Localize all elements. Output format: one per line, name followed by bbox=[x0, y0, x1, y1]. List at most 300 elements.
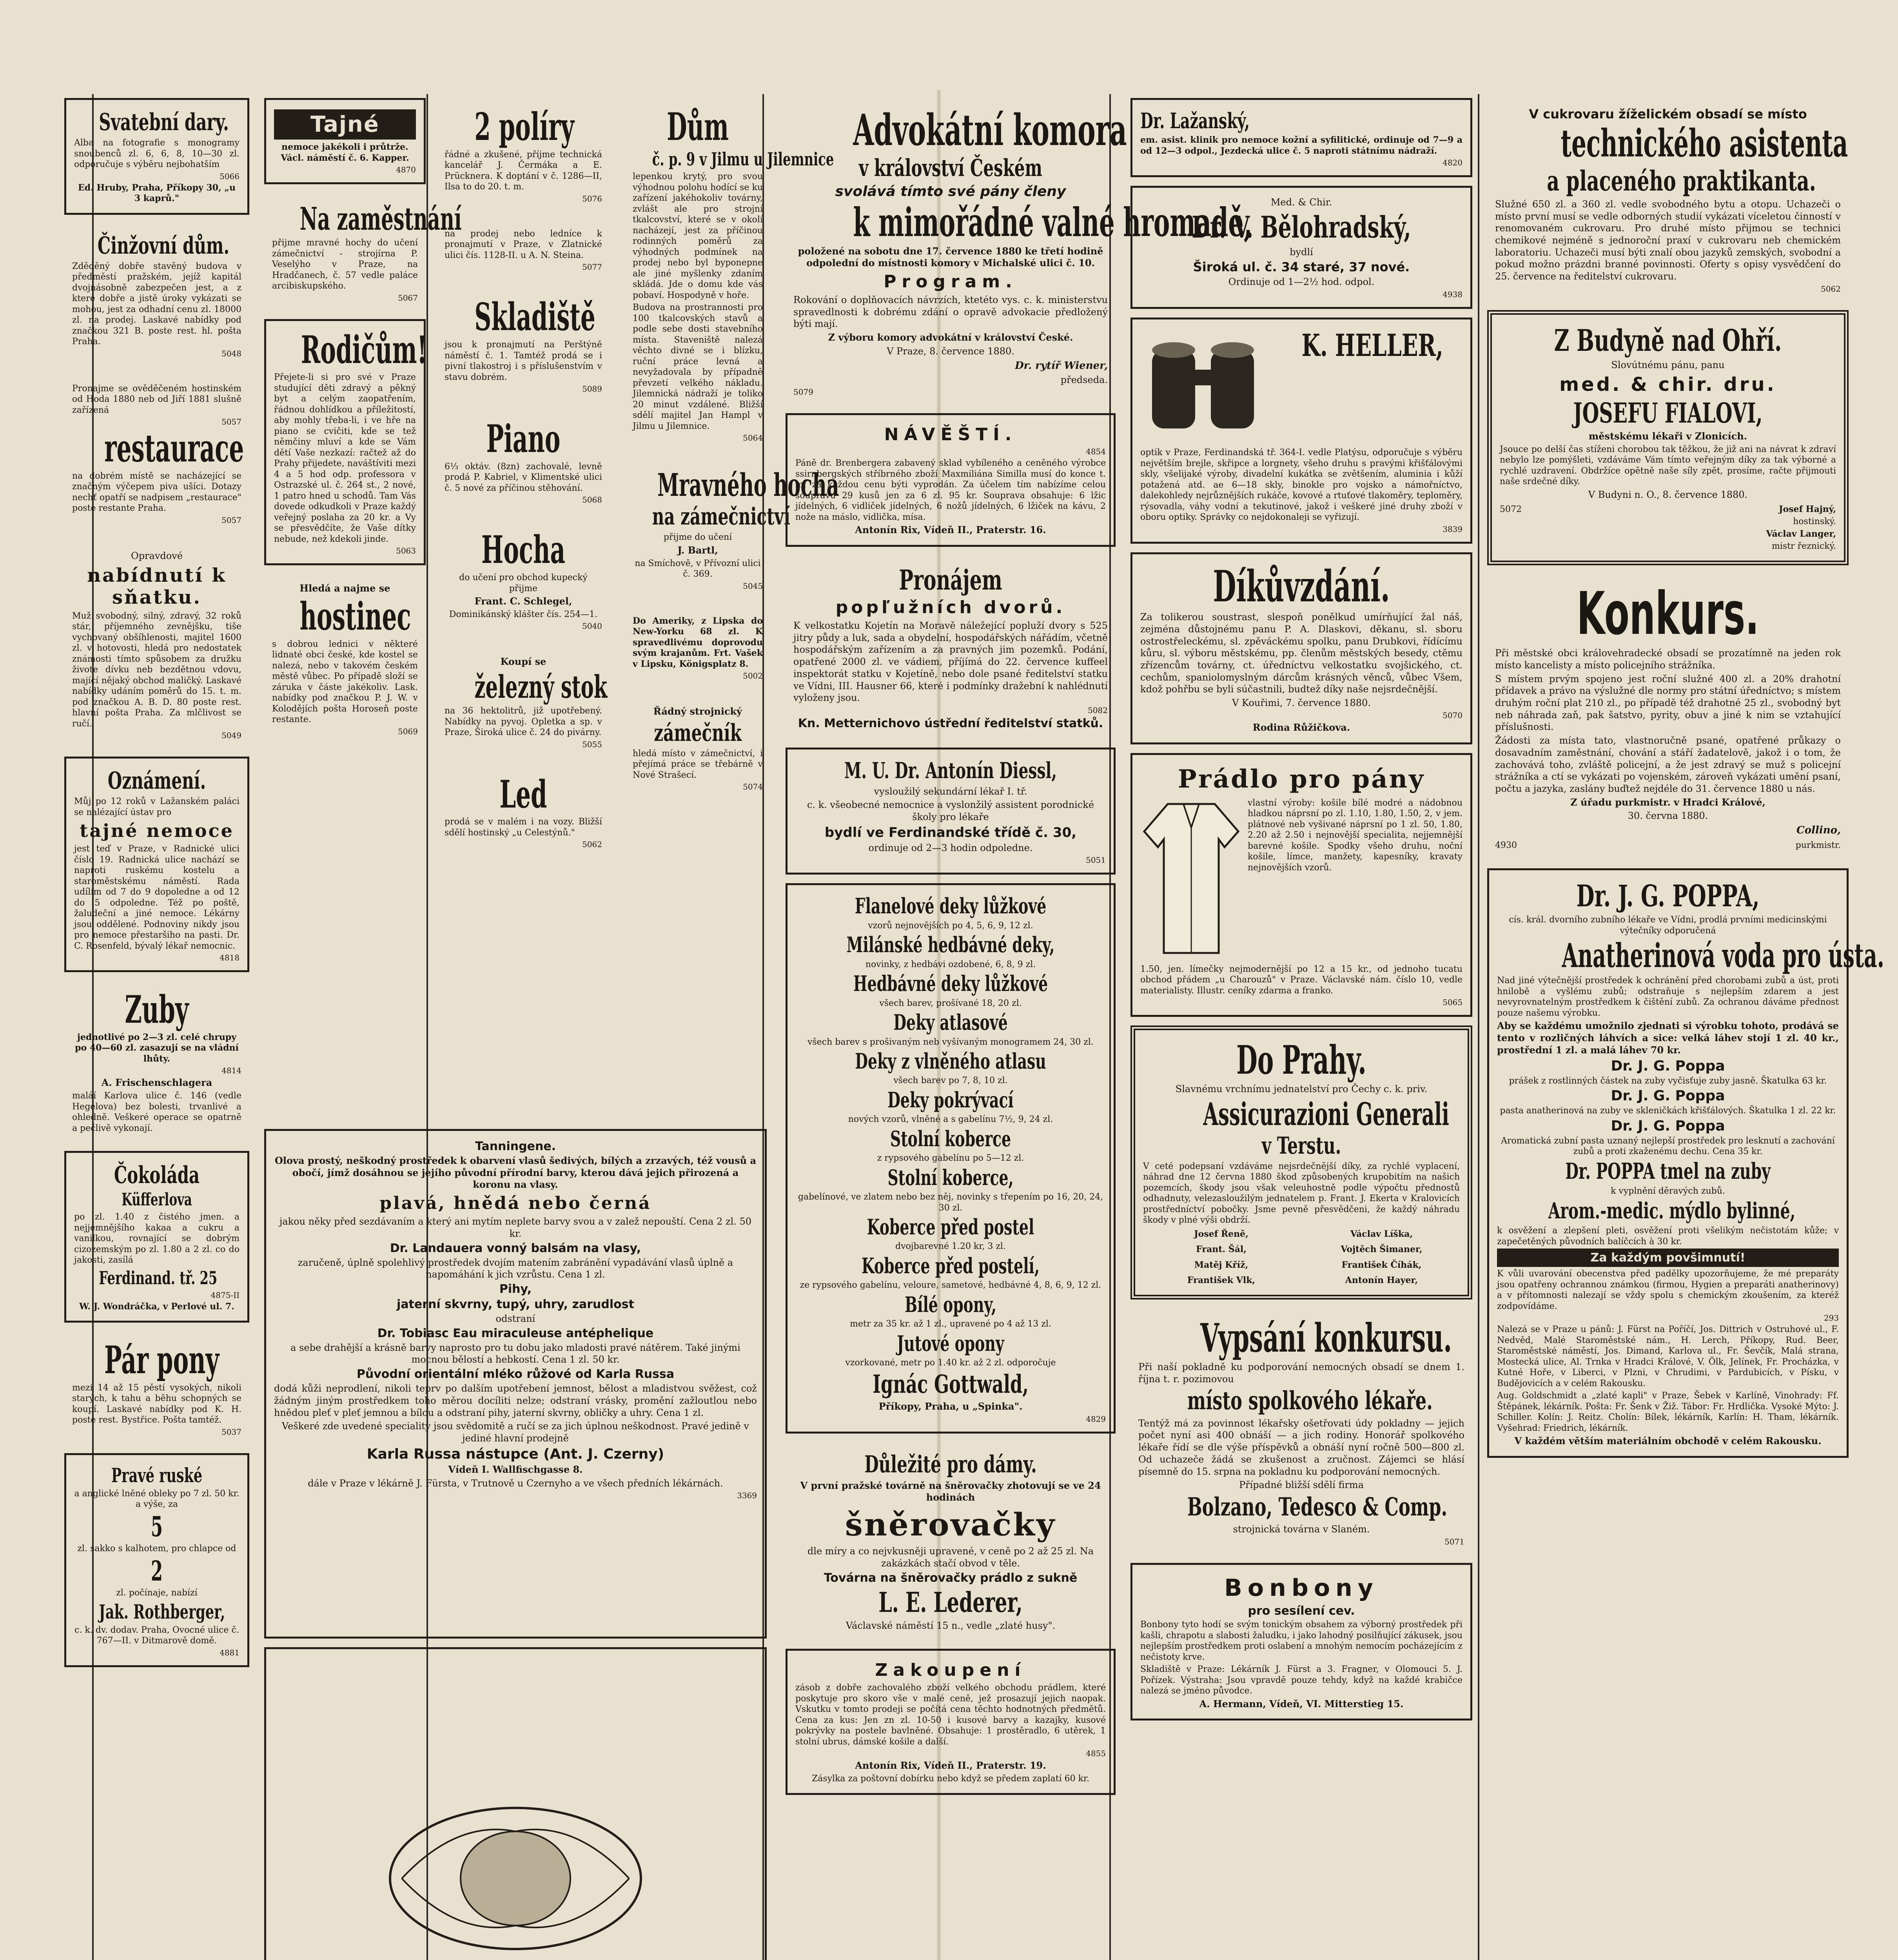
ad-price: 5 bbox=[151, 1510, 163, 1543]
ad-svatebni-dary bbox=[64, 98, 249, 215]
column-7 bbox=[1482, 98, 1884, 1960]
column-rule bbox=[1478, 94, 1479, 1960]
ad-address: bydlí ve Ferdinandské třídě č. 30, bbox=[824, 824, 1077, 840]
ad-title: Program. bbox=[884, 271, 1018, 292]
ad-text: s dobrou lednici v některé lidnaté obci české, kde kostel se nalezá, nebo v takovém českém městě vůbec. Po případě složí se záruka v částe jakékoliv. Lask. nabídky pod značkou P. J. W. v Kolodějích pošta Horoseň poste restante. bbox=[272, 639, 418, 725]
ad-konkurs bbox=[1487, 574, 1849, 860]
ad-number: 5055 bbox=[582, 739, 602, 749]
ad-number: 5045 bbox=[743, 581, 763, 591]
ad-text: S místem prvým spojeno jest roční služné 400 zl. a 20% drahotní přídavek a právo na výslužné dle normy pro státní úředníctvo; s místem druhým roční plat 210 zl., po případě též drahotné 25 zl., svobodný byt neb náhrada zaň, pak šatstvo, pyrity, obuv a jiné k nim se vztahující příslušnosti. bbox=[1495, 673, 1841, 733]
ad-signature: A. Frischenschlagera bbox=[101, 1077, 212, 1089]
ad-text: V první pražské továrně na šněrovačky zhotovují se ve 24 hodinách bbox=[800, 1479, 1101, 1503]
ad-title: Dr. Lažanský, bbox=[1140, 108, 1250, 133]
ad-text: Můj po 12 roků v Lažanském paláci se nalézající ústav pro bbox=[74, 797, 240, 817]
ad-gottwald-deky bbox=[786, 883, 1116, 1433]
ad-number: 4829 bbox=[1086, 1414, 1106, 1424]
ad-title: Led bbox=[499, 772, 547, 817]
ad-text: dodá kůži neprodlení, nikoli teprv po dalším upotřebení jemnost, bělost a mladistvou svěžest, což žádným jiným prostředkem toho měrou docíliti nelze; odstraní vrásky, promění zažloutlou nebo hnědou pleť v pleť jemnou a bílou a odstraní pihy, jaterní skvrny, obličky a uhry. Cena 1 zl. bbox=[274, 1383, 757, 1418]
ad-pre: Řádný strojnický bbox=[653, 706, 742, 717]
ad-pradlo bbox=[1130, 753, 1472, 1017]
ad-text: Tentýž má za povinnost lékařsky ošetřovati údy pokladny — jejich počet nyní asi 400 obnáší — a jich rodiny. Honorář spolkového lékaře řídí se dle výše příspěvků a obnáší nyní ročně 500—800 zl. Od uchazeče žádá se zkušenost a zručnost. Zájemci se hlásí písemně do 15. srpna na pokladnu ku podporování nemocných. bbox=[1138, 1417, 1464, 1477]
deky-item-text: ze rypsového gabelínu, veloure, sametové, hedbávné 4, 8, 6, 9, 12 zl. bbox=[800, 1280, 1101, 1290]
ad-text: hledá místo v zámečnictví, i přejímá práce se třebárně v Nové Strašecí. bbox=[633, 748, 763, 780]
ad-text: zl. počínaje, nabízí bbox=[116, 1588, 198, 1598]
deky-item-text: vzorů nejnovějších po 4, 5, 6, 9, 12 zl. bbox=[868, 920, 1033, 931]
ad-text: jakou něky před sezdávaním a který ani mytím neplete barvy svou a v zalež nepouští. Cena 2 zl. 50 kr. bbox=[279, 1216, 752, 1239]
ad-number: 4820 bbox=[1443, 158, 1463, 168]
ad-text: Z výboru komory advokátní v království České. bbox=[828, 332, 1073, 343]
deky-list bbox=[795, 895, 1106, 1368]
ad-text: Muž svobodný, silný, zdravý, 32 roků stár, příjemného zevnějšku, tiše vychovaný obšíhlenosti, majitel 1600 zl. v hotovosti, hledá pro nedostatek známosti tímto spůsobem za družku živote dívku neb bezdětnou vdovu, mající nějaký obchod maličký. Laskavé nabídky udáním poměrů do 15. t. m. pod značkou A. B. D. 80 poste rest. hlavní pošta Praha. Za mlčlivost se ručí. bbox=[72, 611, 241, 729]
ad-hours: Ordinuje od 1—2½ hod. odpol. bbox=[1228, 276, 1375, 288]
ad-notice: Aby se každému umožnilo zjednati si výrobku tohoto, prodává se tento v rozličných láhvích a sice: velká láhev stojí 1 zl. 40 kr., prostřední 1 zl. a malá láhev 70 kr. bbox=[1497, 1020, 1839, 1056]
ad-par-pony bbox=[64, 1331, 249, 1445]
ad-title: Dr. Tobiasc Eau miraculeuse antéphelique bbox=[377, 1326, 654, 1340]
ad-title: Dr. J. G. Poppa bbox=[1611, 1118, 1725, 1134]
ad-number: 5064 bbox=[743, 433, 763, 443]
ad-title: V cukrovaru žíželickém obsadí se místo bbox=[1529, 107, 1807, 122]
ad-title: M. U. Dr. Antonín Diessl, bbox=[844, 758, 1057, 784]
deky-item-title: Deky z vlněného atlasu bbox=[855, 1049, 1046, 1074]
ad-number: 4870 bbox=[396, 165, 416, 174]
ad-text: prášek z rostlinných částek na zuby vyčisťuje zuby jasně. Škatulka 63 kr. bbox=[1509, 1076, 1827, 1086]
ad-restaurace bbox=[64, 375, 249, 533]
ad-pre: Opravdové bbox=[131, 550, 183, 561]
ad-mravny-hoch bbox=[625, 459, 839, 598]
ad-number: 4881 bbox=[220, 1648, 240, 1657]
ad-cinzovni-dum bbox=[64, 223, 249, 366]
ad-signature: Collino, bbox=[1796, 824, 1841, 837]
ad-big: tajné nemoce bbox=[80, 820, 234, 842]
ad-text: c. k. všeobecné nemocnice a vyslonžilý assistent porodnické školy pro lékaře bbox=[807, 799, 1094, 823]
ad-subtitle: strojnická továrna v Slaném. bbox=[1233, 1524, 1370, 1535]
ad-text: maláí Karlova ulice č. 146 (vedle Hegelova) bez bolesti, trvanlivé a ohledně. Veškeré operace se opatrně a pečlivě vykonají. bbox=[72, 1091, 241, 1133]
ad-signature: A. Hermann, Vídeň, VI. Mitterstieg 15. bbox=[1199, 1698, 1404, 1710]
ad-text: Aromatická zubní pasta uznaný nejlepší prostředek pro lesknutí a zachování zubů a proti zkaženému dechu. Cena 35 kr. bbox=[1501, 1136, 1835, 1157]
deky-item-text: vzorkované, metr po 1.40 kr. až 2 zl. odporočuje bbox=[845, 1358, 1056, 1368]
ad-number: 5057 bbox=[221, 515, 241, 525]
signatory-name: Frant. Šál, bbox=[1196, 1244, 1247, 1255]
deky-item-text: gabelínové, ve zlatem nebo bez něj, novinky s třepením po 16, 20, 24, 30 zl. bbox=[798, 1192, 1103, 1213]
ad-ledni-ce bbox=[437, 220, 610, 280]
ad-title: Do Prahy. bbox=[1236, 1037, 1366, 1083]
ad-number: 293 bbox=[1824, 1313, 1839, 1323]
ad-number: 4818 bbox=[220, 953, 240, 963]
ad-text: 6⅓ oktáv. (8zn) zachovalé, levně prodá P. Kabriel, v Klimentské ulici č. 5 nové za příčinou stěhování. bbox=[445, 461, 602, 493]
ad-pre: Med. & Chir. bbox=[1270, 197, 1332, 208]
ad-subtitle: na zámečnictví bbox=[652, 503, 790, 531]
ad-signature: Václav Langer, bbox=[1766, 528, 1836, 539]
ad-subtitle: v Terstu. bbox=[1261, 1132, 1341, 1160]
ad-title: Pravé ruské bbox=[111, 1463, 203, 1487]
ad-poliry bbox=[437, 98, 610, 211]
ad-title: Zuby bbox=[125, 987, 189, 1032]
ad-rajchman-frendler bbox=[264, 1647, 767, 1960]
ad-title: Dr. V. Bělohradský, bbox=[1192, 210, 1411, 245]
ad-title: Mravného hocha bbox=[657, 466, 839, 504]
ad-text: Olova prostý, neškodný prostředek k obarvení vlasů šedivých, bílých a zrzavých, též vousů a obočí, jímž dosáhnou se jejího původní přírodní barvy, kterou dává jejich přirozená a koronu na vlasy. bbox=[274, 1155, 757, 1191]
ad-text: K velkostatku Kojetín na Moravě náležející popluží dvory s 525 jitry půdy a luk, sada a obydelní, hospodářských nářádím, včetně hospodářským zařízením a za pravných jim pozemků. Podání, opatřené 2000 zl. ve vádiem, příjímá do 22. července kuffeel inspektorát statku v Kojetíně, nebo dole psané ředitelství statku ve Vídni, III. Hausner 66, které i podmínky dražební k nahlédnutí vyloženy jsou. bbox=[793, 620, 1108, 704]
ad-text: bydlí bbox=[1290, 246, 1313, 258]
ad-text: Nalezá se v Praze u pánů: J. Fürst na Poříčí, Jos. Dittrich v Ostruhové ul., F. Nedvěd, Malé Staroměstské nám., H. Lerch, Příkopy, Rud. Beer, Staroměstské náměstí, Jos. Dimand, Karlova ul., Fr. Ševčík, Malá strana, Mostecká ulice, Al. Trnka v Hradci Králové, V. Ölk, Jelínek, Fr. Procházka, v Kutné Hoře, v Liberci, v Plzni, v Chrudimi, v Pardubicích, v Písku, v Budějovicích a v celém Rakousku. bbox=[1497, 1325, 1839, 1388]
ad-role: mistr řeznický. bbox=[1771, 541, 1836, 552]
ad-title: železný stok bbox=[474, 668, 608, 706]
ad-address: Široká ul. č. 34 staré, 37 nové. bbox=[1193, 260, 1410, 275]
ad-popp bbox=[1487, 868, 1884, 1458]
deky-item-title: Bílé opony, bbox=[905, 1292, 996, 1317]
ad-title: Tanningene. bbox=[475, 1140, 556, 1153]
ad-number: 5076 bbox=[582, 194, 602, 203]
ad-text: k vyplnění děravých zubů. bbox=[1611, 1186, 1725, 1196]
signatories bbox=[1143, 1227, 1460, 1288]
ad-big: k mimořádné valné hromadě, bbox=[853, 199, 1252, 245]
deky-item-text: nových vzorů, vlněné a s gabelínu 7½, 9, 24 zl. bbox=[848, 1114, 1053, 1125]
ad-big: šněrovačky bbox=[845, 1506, 1056, 1543]
ad-subtitle: č. p. 9 v Jilmu u Jilemnice bbox=[652, 148, 834, 170]
ad-signature: Kn. Metternichovo ústřední ředitelství statků. bbox=[798, 717, 1103, 730]
ad-text: Bonbony tyto hodí se svým tonickým obsahem za výborný prostředek při kašli, chrapotu a slabosti žaludku, i jako lahodný posilňující zákusek, jsou nejlepším prostředkem proti oslabení a mnohým nemocím pocházejícím z nečistoty krve. bbox=[1140, 1620, 1463, 1662]
ad-text: mezi 14 až 15 pěstí vysokých, nikoli starých, k tahu a běhu schopných se koupí. Laskavé nabídky pod K. H. poste rest. Bystřice. Pošta tamtéž. bbox=[72, 1383, 241, 1425]
deky-item-title: Koberce před postel bbox=[867, 1214, 1034, 1240]
ad-subtitle: Küfferlova bbox=[122, 1190, 192, 1210]
ad-text: řádné a zkušené, příjme technická kancelář J. Čermáka a E. Prücknera. K doptání v č. 1286—II, Ilsa to do 20. t. m. bbox=[445, 149, 602, 192]
ad-title: Rodičům! bbox=[301, 327, 427, 372]
ad-number: 4814 bbox=[221, 1066, 241, 1076]
deky-item-text: dvojbarevné 1.20 kr, 3 zl. bbox=[895, 1241, 1006, 1252]
ad-title: Hocha bbox=[481, 528, 566, 572]
ad-role: hostinský. bbox=[1793, 517, 1836, 527]
ad-hours: ordinuje od 2—3 hodin odpoledne. bbox=[868, 842, 1033, 853]
ad-cukrovar bbox=[1487, 98, 1849, 301]
ad-title: Dům bbox=[667, 105, 729, 149]
ad-text: na Smíchově, v Přívozní ulici č. 369. bbox=[635, 558, 761, 579]
ad-budyne bbox=[1487, 310, 1849, 565]
ad-subtitle: v království Českém bbox=[859, 154, 1042, 182]
ad-title: Pár pony bbox=[104, 1338, 220, 1383]
ad-assicurazioni bbox=[1130, 1025, 1472, 1299]
ad-signature: Ignác Gottwald, bbox=[873, 1369, 1029, 1399]
ad-text: c. k. dv. dodav. Praha, Ovocné ulice č. 767—II. v Ditmarově domě. bbox=[74, 1625, 239, 1646]
ad-signature: Jak. Rothberger, bbox=[99, 1600, 225, 1623]
ad-number: 5069 bbox=[398, 726, 418, 736]
ad-signature: Z úřadu purkmistr. v Hradci Králové, bbox=[1570, 796, 1766, 808]
deky-item-text: metr za 35 kr. až 1 zl., upravené po 4 až 13 zl. bbox=[850, 1319, 1051, 1329]
ad-warning-title: Za každým povšimnutí! bbox=[1497, 1249, 1839, 1267]
ad-number: 5068 bbox=[582, 495, 602, 505]
ad-zuby bbox=[64, 981, 249, 1142]
ornament-icon bbox=[378, 1796, 653, 1960]
ad-bonbony bbox=[1130, 1563, 1472, 1720]
ad-number: 5049 bbox=[221, 731, 241, 740]
ad-subtitle: pro sesílení cev. bbox=[1248, 1604, 1355, 1618]
signatory-name: František Číhák, bbox=[1341, 1259, 1422, 1270]
ad-piano bbox=[437, 410, 610, 512]
ad-title: Konkurs. bbox=[1577, 579, 1759, 648]
ad-address: Příkopy, Praha, u „Spinka". bbox=[878, 1401, 1023, 1412]
ad-title: hostinec bbox=[299, 594, 411, 639]
ad-date: 30. června 1880. bbox=[1628, 810, 1708, 822]
ad-text: dále v Praze v lékárně J. Fürsta, v Trutnově u Czernyho a ve všech předních lékárnách. bbox=[308, 1477, 723, 1489]
deky-item-title: Stolní koberce bbox=[890, 1126, 1011, 1151]
ad-zamestnani bbox=[264, 193, 462, 310]
ad-number: 5067 bbox=[398, 293, 418, 303]
ad-text: Skladiště v Praze: Lékárník J. Fürst a 3. Fragner, v Olomouci 5. J. Pořízek. Výstraha: Jsou vpravdě pouze tehdy, když na každé krabičce nalezá se jméno původce. bbox=[1140, 1664, 1463, 1696]
ad-text: V každém větším materiálním obchodě v celém Rakousku. bbox=[1514, 1435, 1822, 1447]
ad-text: zaručeně, úplně spolehlivý prostředek dvojím matením zabránění vypadávání vlasů úplně a napomáhání k jich vzrůstu. Cena 1 zl. bbox=[298, 1257, 733, 1280]
ad-text: Aug. Goldschmidt a „zlaté kapli" v Praze, Šebek v Karlíně, Vinohrady: Ff. Štěpánek, lékárník. Pošta: Fr. Šenk v Žiž. Tábor: Fr. Hrdlička. Vysoké Mýto: J. Schiller. Kolín: J. Reitz. Cholín: Bílek, lékárník, Karlín: H. Tham, lékárník. Vyšehrad: Friedrich, lékárník. bbox=[1497, 1391, 1839, 1433]
ad-tajne bbox=[264, 98, 426, 184]
ad-date: V Praze, 8. července 1880. bbox=[887, 345, 1014, 357]
ad-number: 5072 bbox=[1500, 504, 1522, 514]
ad-text: odstraní bbox=[495, 1313, 535, 1325]
deky-item-title: Jutové opony bbox=[897, 1330, 1004, 1356]
ad-signature: Frant. C. Schlegel, bbox=[474, 595, 572, 607]
ad-zamecnik bbox=[625, 697, 771, 799]
signatory-name: Matěj Kříž, bbox=[1194, 1259, 1248, 1270]
ad-zakoupeni bbox=[786, 1649, 1116, 1795]
deky-item-text: novinky, z hedbávi ozdobené, 6, 8, 9 zl. bbox=[865, 959, 1036, 969]
ad-text: optik v Praze, Ferdinandská tř. 364-I. vedle Platýsu, odporučuje s výběru největším brejle, skřipce a lorgnety, všeho druhu s pravými křišťálovými skly, všelijaké výroby, divadelní kukátka se zvětšením, aluminia i kůží potažená atd. ae 6—18 skly, binokle pro vojsko a námořníctvo, dalekohledy nejrůznějších rukáče, kovové a rtuťové tlakoměry, teploměry, rýsovadla, váhy vodní a tekutinové, jakož i veškeré jiné druhy zboží v oboru optiky. Správky co nejdokonaleji se vyřizují. bbox=[1140, 448, 1463, 523]
ad-subtitle: popľužních dvorů. bbox=[835, 597, 1066, 617]
ad-title: Dr. Landauera vonný balsám na vlasy, bbox=[390, 1241, 641, 1255]
deky-item-title: Milánské hedbávné deky, bbox=[846, 932, 1055, 958]
ad-text: na dobrém místě se nacházející se značným výčepem piva ušíci. Dotazy nechť opatří se nadpisem „restaurace" poste restante Praha. bbox=[72, 471, 241, 514]
ad-number: 5063 bbox=[396, 546, 416, 556]
ad-pre: Hledá a najme se bbox=[299, 583, 390, 594]
ad-role: městskému lékaři v Zlonicích. bbox=[1588, 430, 1747, 442]
ad-title: zámečník bbox=[654, 719, 742, 747]
ad-signature: Ed. Hruby, Praha, Příkopy 30, „u 3 kaprů." bbox=[78, 182, 236, 203]
ad-skladiste bbox=[437, 288, 610, 401]
ad-text: pasta anatherinová na zuby ve skleničkách křišťálových. Škatulka 1 zl. 22 kr. bbox=[1500, 1106, 1836, 1116]
ad-oznameni bbox=[64, 757, 249, 972]
ad-text: na 36 hektolitrů, již upotřebený. Nabídky na pyvoj. Opletka a sp. v Praze, Široká ulice č. 24 do pivárny. bbox=[445, 706, 602, 738]
ad-led bbox=[437, 766, 610, 857]
ad-text: Dominikánský klášter čís. 254—1. bbox=[449, 609, 598, 619]
ad-title: Dr. J. G. Poppa bbox=[1611, 1058, 1725, 1074]
signatory-name: Vojtěch Šimaner, bbox=[1341, 1244, 1423, 1255]
ad-number: 5048 bbox=[221, 348, 241, 358]
ad-title: Piano bbox=[486, 417, 561, 461]
deky-item-text: z rypsového gabelínu po 5—12 zl. bbox=[877, 1153, 1024, 1163]
ad-text: prodá se v malém i na vozy. Bližší sdělí hostinský „u Celestýnů." bbox=[445, 817, 602, 838]
ad-title: Dr. POPPA tmel na zuby bbox=[1565, 1158, 1771, 1184]
ad-text: em. asist. klinik pro nemoce kožní a syfilitické, ordinuje od 7—9 a od 12—3 odpol., Jezdecká ulice č. 5 naproti státnímu nádraží. bbox=[1140, 135, 1463, 156]
ad-number: 4938 bbox=[1443, 290, 1463, 299]
ad-subtitle: jaterní skvrny, tupý, uhry, zarudlost bbox=[397, 1298, 634, 1312]
ad-signature: L. E. Lederer, bbox=[878, 1586, 1023, 1619]
ad-text: jednotlivé po 2—3 zl. celé chrupy po 40—60 zl. zasazují se na vládní lhůty. bbox=[75, 1032, 239, 1064]
ad-signature: J. Bartl, bbox=[677, 544, 718, 556]
ad-title: Dr. J. G. Poppa bbox=[1611, 1088, 1725, 1104]
ad-title: Dr. J. G. POPPA, bbox=[1576, 878, 1760, 913]
ad-text: Slovútnému pánu, panu bbox=[1611, 359, 1725, 371]
ad-text: Nad jiné výtečnější prostředek k ochránění před chorobami zubů a úst, proti hnilobě a vyšlému zubů; odstraňuje s nejlepším zdarem a jest nevyrovnatelným prostředkem k čištění zubů. Za ochranou dáváme přednost pouze našemu výrobku. bbox=[1497, 976, 1839, 1018]
ad-title: Zakoupení bbox=[875, 1660, 1026, 1681]
ad-number: 4930 bbox=[1495, 840, 1517, 851]
ad-text: Slavnému vrchnímu jednatelství pro Čechy c. k. priv. bbox=[1175, 1083, 1428, 1095]
ad-title: Pihy, bbox=[499, 1282, 532, 1296]
ad-title: Původní orientální mléko růžové od Karla Russa bbox=[356, 1367, 675, 1381]
ad-number: 5071 bbox=[1444, 1537, 1464, 1547]
ad-pravé-ruske bbox=[64, 1453, 249, 1667]
ad-big: technického asistenta bbox=[1560, 121, 1848, 165]
ad-signature: Josef Hajný, bbox=[1779, 504, 1836, 514]
ad-number: 5002 bbox=[743, 671, 763, 681]
ad-place: Ferdinand. tř. 25 bbox=[99, 1267, 218, 1289]
ad-text: svolává tímto své pány členy bbox=[835, 183, 1066, 200]
ad-address: Vídeň I. Wallfischgasse 8. bbox=[448, 1463, 583, 1475]
ad-text: Budova na prostrannosti pro 100 tkalcovských stavů a podle sebe dosti stavebního místa. Staveniště nalezá věchto divné se i blízku, ruční práce levná a nevyžadovala by případně převzetí velkého nákladu. Jilemnická nádraží je toliko 20 minut vzdálené. Bližší sdělí majitel Jan Hampl v Jilmu u Jilemnice. bbox=[633, 303, 763, 431]
ad-big: místo spolkového lékaře. bbox=[1187, 1386, 1433, 1416]
ad-pre: Případné bližší sdělí firma bbox=[1239, 1479, 1364, 1491]
ad-text: Páně dr. Brenbergera zabavený sklad vybíleného a ceněného výrobce ssirnbergských stříbrného zboží Maxmiliána Similla musí do konce t. m. za každou cenu býti vyprodán. Za účelem tím nabízíme celou soupravu 29 kusů jen za 6 zl. 95 kr. Souprava obsahuje: 6 lžic jídelných, 6 vidliček jídelných, 6 nožů jídelných, 6 lžiček na kávu, 2 nože na máslo, vidlička, mísa. bbox=[795, 458, 1106, 522]
ad-tanningene bbox=[264, 1129, 767, 1639]
ad-title: Oznámení. bbox=[107, 767, 206, 795]
ad-text: Rokování o doplňovacích návrzích, ktetéto vys. c. k. ministerstvu spravedlnosti k dobrému zdání o opravě advokacie předložený býti mají. bbox=[793, 294, 1108, 330]
ad-title: NÁVĚŠTÍ. bbox=[884, 425, 1017, 445]
ad-number: 5051 bbox=[1086, 855, 1106, 865]
binoculars-icon bbox=[1140, 327, 1266, 444]
ad-text: Zásylka za poštovní dobírku nebo když se předem zaplatí 60 kr. bbox=[811, 1774, 1090, 1784]
ad-title: Svatební dary. bbox=[99, 109, 229, 136]
ad-number: 5079 bbox=[793, 387, 813, 397]
ad-date: V Kouřimi, 7. července 1880. bbox=[1232, 697, 1371, 709]
ad-text: cís. král. dvorního zubního lékaře ve Vídni, prodlá prvními medicinskými výtečníky odporučená bbox=[1509, 915, 1827, 936]
ad-title: Díkůvzdání. bbox=[1213, 561, 1390, 612]
ad-address: Václavské náměstí 15 n., vedle „zlaté husy". bbox=[846, 1620, 1056, 1631]
ad-text: přijme do učení bbox=[663, 532, 732, 543]
ad-pre: Koupí se bbox=[500, 656, 546, 668]
ad-title: K. HELLER, bbox=[1301, 328, 1443, 364]
deky-item-title: Hedbávné deky lůžkové bbox=[853, 971, 1048, 996]
ad-text: lepenkou krytý, pro svou výhodnou polohu hodící se ku zařízení jakéhokoliv továrny, zvlášt ale pro strojní tkalcovství, které se v okolí nacházejí, jest za příčinou rodinných poměrů za výhodných podmínek na prodej nebo byl byponepne ale jiné myšlenky zdaním skládá. Jde o domu kde vás pobaví. Hospodyně v hoře. bbox=[633, 172, 763, 300]
ad-rodicum bbox=[264, 319, 426, 566]
deky-item-text: všech barev po 7, 8, 10 zl. bbox=[893, 1076, 1008, 1086]
ad-text: Pronajme se ověděčeném hostinském od Hoda 1880 neb od Jiří 1881 slušně zařízená bbox=[72, 383, 241, 415]
ad-number: 3839 bbox=[1443, 524, 1463, 534]
ad-title: Arom.-medic. mýdlo bylinné, bbox=[1548, 1198, 1796, 1224]
ad-signature: Dr. rytíř Wiener, bbox=[1015, 359, 1108, 372]
ad-stok bbox=[437, 647, 610, 757]
ad-snerovacky bbox=[786, 1442, 1116, 1641]
ad-title: Z Budyně nad Ohří. bbox=[1554, 323, 1782, 358]
ad-big: Assicurazioni Generali bbox=[1203, 1095, 1449, 1132]
ad-number: 3369 bbox=[737, 1491, 757, 1501]
ad-text: K vůli uvarování obecenstva před padělky upozorňujeme, že mé preparáty jsou opatřeny ochrannou známkou (firmou, Hygien a preparáti anatherinovy) a v přítomnosti nalezají se vždy spolu s chemickým zkoušením, za kteréž zodpovídáme. bbox=[1497, 1269, 1839, 1311]
ad-number: 4855 bbox=[1086, 1749, 1106, 1759]
deky-item-title: Koberce před postelí, bbox=[861, 1253, 1040, 1278]
ad-diessl bbox=[786, 748, 1116, 875]
ad-title: Prádlo pro pány bbox=[1178, 764, 1425, 794]
ad-text: zl. sakko s kalhotem, pro chlapce od bbox=[77, 1544, 236, 1554]
ad-signature: Antonín Rix, Vídeň II., Praterstr. 19. bbox=[855, 1760, 1046, 1771]
signatory-name: Václav Líška, bbox=[1350, 1229, 1413, 1239]
ad-pronajem bbox=[786, 555, 1116, 739]
ad-text: Alba na fotografie s monogramy snoubenců zl. 6, 6, 8, 10—30 zl. odporučuje s výběru nejbohatším bbox=[74, 138, 240, 169]
ad-big: a placeného praktikanta. bbox=[1547, 164, 1816, 197]
ad-text: do učení pro obchod kupecký přijme bbox=[459, 573, 588, 593]
ad-number: 5077 bbox=[582, 262, 602, 272]
ad-title: Skladiště bbox=[474, 295, 595, 339]
ad-cokolada bbox=[64, 1151, 249, 1323]
middle-band bbox=[259, 1129, 772, 1960]
ad-text: a anglické lněné obleky po 7 zl. 50 kr. a výše, za bbox=[74, 1488, 240, 1510]
ad-role: purkmistr. bbox=[1795, 840, 1841, 851]
ad-subtitle: vysloužilý sekundární lékař I. tř. bbox=[874, 786, 1027, 797]
ad-title: Vypsání konkursu. bbox=[1200, 1314, 1452, 1361]
ad-vypsani-konkursu bbox=[1130, 1308, 1472, 1554]
deky-item-text: všech barev s prošivaným neb vyšívaným monogramem 24, 30 zl. bbox=[807, 1037, 1094, 1047]
ad-title: Činžovní dům. bbox=[97, 232, 230, 260]
ad-title: Důležité pro dámy. bbox=[864, 1450, 1037, 1478]
ad-text: a sebe drahější a krásně barvy naprosto pro tu dobu jako mladosti pravé nátěrem. Také jinými mocnou bělostí a hebkostí. Cena 1 zl. 50 kr. bbox=[290, 1342, 740, 1365]
ad-text: Žádosti za místa tato, vlastnoručně psané, opatřené průkazy o dosavadním zaměstnání, chování a stáří žadatelově, jakož i o tom, že zachovává toho, zvláště policejní, a že jest zdravý se muž s policejní strážníka a ctí se vykázati po vojenském, zároveň vykázati umění psaní, počtu a jazyka, zaslány buďtež nejdéle do 31. července 1880 u nás. bbox=[1495, 735, 1841, 794]
deky-item-title: Flanelové deky lůžkové bbox=[855, 893, 1047, 919]
ad-title: Čokoláda bbox=[114, 1161, 200, 1189]
ad-number: 4854 bbox=[1086, 447, 1106, 457]
deky-item-title: Stolní koberce, bbox=[887, 1165, 1014, 1190]
ad-dikuvzdani bbox=[1130, 552, 1472, 744]
ad-signature: W. J. Wondráčka, v Perlové ul. 7. bbox=[79, 1301, 234, 1312]
signatory-name: Antonín Hayer, bbox=[1345, 1275, 1418, 1286]
ad-number: 5037 bbox=[221, 1427, 241, 1437]
ad-role: předseda. bbox=[1060, 374, 1108, 385]
column-1 bbox=[59, 98, 255, 1960]
signatory-name: Josef Řeně, bbox=[1194, 1229, 1248, 1239]
ad-text: Služné 650 zl. a 360 zl. vedle svobodného bytu a otopu. Uchazeči o místo první musí se vedle odborných studií vykázati víceletou činností v renomovaném cukrovaru. Pro druhé místo přijmou se technici chemikové nejméně s jednoroční praxí v cukrovaru neb chemickém laboratoriu. Uchazeči musí býti znalí obou jazyků zemských, svobodní a pokud možno prázdni branné povinnosti. Oferty s opisy vysvědčení do 25. července na ředitelství cukrovaru. bbox=[1495, 198, 1841, 282]
ad-number: 5057 bbox=[221, 417, 241, 426]
ad-number: 4875-II bbox=[210, 1290, 240, 1300]
ad-number: 5062 bbox=[1821, 284, 1841, 294]
ad-title: restaurace bbox=[104, 426, 244, 470]
ad-navesti bbox=[786, 413, 1116, 547]
column-6 bbox=[1125, 98, 1478, 1960]
ad-number: 5074 bbox=[743, 782, 763, 792]
deky-item-title: Deky atlasové bbox=[893, 1010, 1008, 1035]
ad-heller bbox=[1130, 318, 1472, 544]
ad-text: zásob z dobře zachovalého zboží velkého obchodu prádlem, které poskytuje pro skoro vše v malé ceně, jež prosazují jejich naopak. Vskutku v tomto prodeji se počítá cena těchto hodnotných předmětů. Cena za kus: Jen zn zl. 10-50 i kusové barvy a kazajky, kusové pokrývky na postele bavlněné. Obsahuje: 1 prostěradlo, 6 utěrek, 1 stolní ubrus, dámské košile a další. bbox=[795, 1683, 1106, 1747]
ad-amerika bbox=[625, 607, 771, 689]
ad-text: Veškeré zde uvedené speciality jsou svědomitě a ručí se za jich úplnou neškodnost. Pravé jedině v jediné hlavní prodejně bbox=[282, 1421, 749, 1444]
ad-number: 5062 bbox=[582, 840, 602, 849]
ad-price: 2 bbox=[151, 1554, 163, 1587]
ad-text: k osvěžení a zlepšení pleti, osvěžení proti všelikým nečistotám kůže; v zapečetěných původních balíčcích à 30 kr. bbox=[1497, 1226, 1839, 1247]
ad-number: 5066 bbox=[220, 171, 240, 181]
ad-big: plavá, hnědá nebo černá bbox=[379, 1193, 651, 1214]
ad-title: 2 políry bbox=[474, 105, 574, 149]
ad-text: Za tolikerou soustrast, slespoň ponělkud umírňující žal náš, zejména důstojnému panu P. A. Dlaskovi, děkanu, sl. sboru ostrostřeleckému, sl. zpěváckému spolku, panu Drubkovi, řídícímu kůru, sl. výboru městskému, pp. členům městských besedy, ctěmu zřízencům továrny, ct. úředníctvu velkostatku svojšického, ct. cechům, spaniolomyslným dárcům krásných věnců, vůbec Všem, kdož pohřbu se byli súčastnili, budtež díky naše nejsrdečnější. bbox=[1140, 612, 1463, 695]
ad-number: 5065 bbox=[1443, 998, 1463, 1007]
ad-big: Anatherinová voda pro ústa. bbox=[1562, 936, 1884, 975]
ad-text: Při městské obci královehradecké obsadí se prozatímně na jeden rok místo kancelisty a místo policejního strážníka. bbox=[1495, 648, 1841, 671]
ad-title: Karla Russa nástupce (Ant. J. Czerny) bbox=[367, 1446, 664, 1462]
ad-number: 5070 bbox=[1443, 710, 1463, 720]
ad-lazansky bbox=[1130, 98, 1472, 177]
ad-text: Přejete-li si pro své v Praze studující děti zdravý a pěkný byt a celým zaopatřením, řádnou dohlídkou a příležitostí, aby mohly třeba-li, i ve hře na piano se cvičiti, kde se tež němčiny mluví a kde se Vám dětí Vaše nezkazí: račtež až do Prahy přijedete, naváštíviti mezi 4 a 5 hod odp. professora v Ostrazské ul. č. 264 st., 2 nové, 1 patro hned u schodů. Tam Vás dovede odkudkoli v Praze každý veřejný poslaha za 20 kr. a Vy se přesvědčíte, že Vaše dítky nebude, než kdekoli jinde. bbox=[274, 372, 416, 544]
ad-text: 1.50, jen. límečky nejmodernější po 12 a 15 kr., od jednoho tucatu obchod přádem „u Charouzů" v Praze. Václavské nám. číslo 10, vedle materialisty. Illustr. ceníky zdarma a franko. bbox=[1140, 964, 1463, 996]
ad-title: nabídnutí k sňatku. bbox=[87, 564, 227, 608]
shirt-icon bbox=[1140, 796, 1242, 961]
ad-text: na prodej nebo ledníce k pronajmutí v Praze, v Zlatnické ulici čís. 1128-II. u A. N. Steina. bbox=[445, 229, 602, 260]
ad-text: Do Ameriky, z Lipska do New-Yorku 68 zl. K spravedlivému doprovodu svým krajanům. Frt. Vašek v Lipsku, Königsplatz 8. bbox=[633, 615, 763, 669]
ad-signature: Rodina Růžičkova. bbox=[1252, 721, 1350, 733]
ad-title: Tajné bbox=[274, 109, 416, 140]
ad-text: jsou k pronajmutí na Perštýně náměstí č. 1. Tamtéž prodá se i pivní tlakostroj i s příslušenstvím v stavu dobrém. bbox=[445, 340, 602, 382]
ad-name: JOSEFU FIALOVI, bbox=[1573, 397, 1763, 430]
ad-belohradsky bbox=[1130, 186, 1472, 309]
ad-text: položené na sobotu dne 17. července 1880 ke třetí hodině odpolední do místnosti komory v Michalské ulici č. 10. bbox=[798, 245, 1103, 269]
